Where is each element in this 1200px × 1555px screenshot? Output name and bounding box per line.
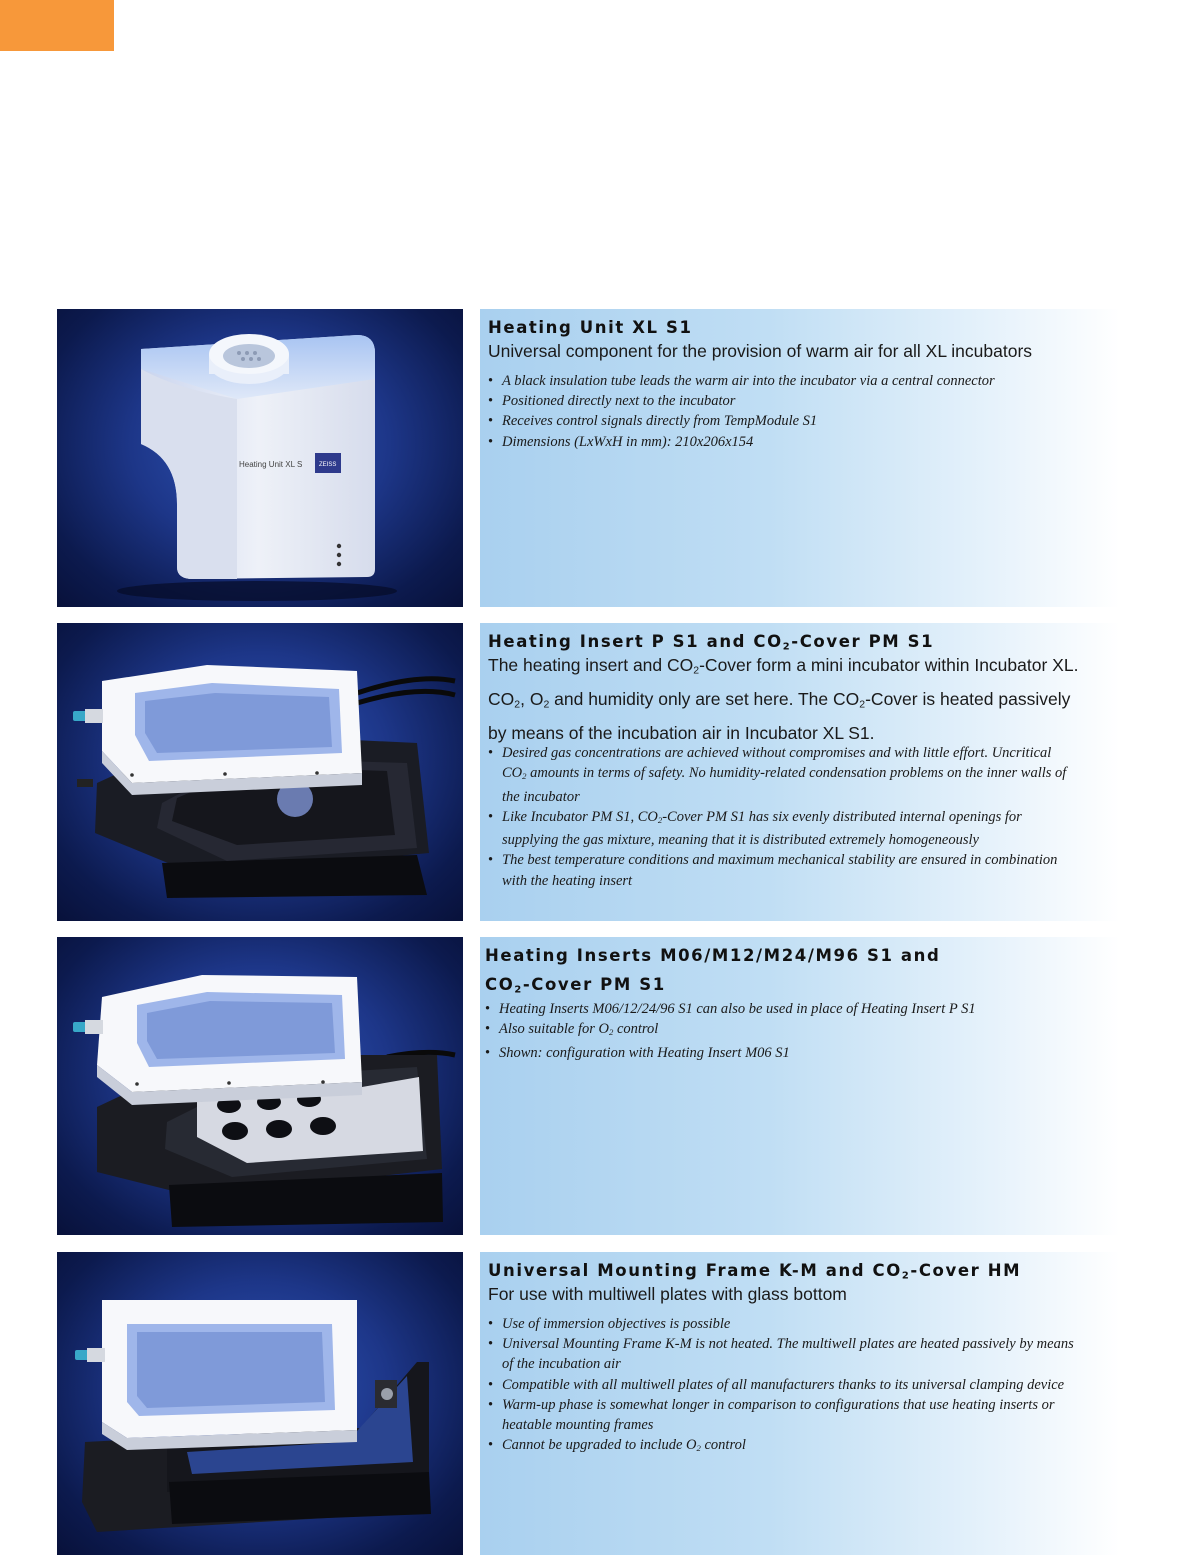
heating-unit-panel bbox=[480, 309, 1120, 607]
subtitle-heating-insert-p: The heating insert and CO2-Cover form a mini incubator within Incubator XL. CO2, O2 and humidity only are set here. The CO2-Cover is heated passively by means of the incubation air in Incubator XL S1. bbox=[488, 655, 1079, 744]
list-item: • A black insulation tube leads the warm air into the incubator via a central connector bbox=[488, 371, 1078, 391]
heading-mounting-frame: Universal Mounting Frame K-M and CO2-Cover HM bbox=[488, 1261, 1022, 1282]
heading-heating-unit: Heating Unit XL S1 bbox=[488, 318, 693, 337]
bullets-heating-inserts-m bbox=[485, 999, 1075, 1063]
section-mounting-frame bbox=[57, 1252, 1200, 1555]
heading-heating-inserts-m: Heating Inserts M06/M12/M24/M96 S1 and CO2-Cover PM S1 bbox=[485, 946, 941, 996]
list-item: • Warm-up phase is somewhat longer in comparison to configurations that use heating inserts or heatable mounting frames bbox=[488, 1395, 1078, 1435]
section-heating-insert-p bbox=[57, 623, 1200, 921]
section-heating-unit bbox=[57, 309, 1200, 607]
heating-insert-p-photo bbox=[57, 623, 463, 921]
list-item: • Positioned directly next to the incubator bbox=[488, 391, 1078, 411]
list-item: • Shown: configuration with Heating Insert M06 S1 bbox=[485, 1043, 1075, 1063]
device-label: Heating Unit XL S bbox=[239, 460, 303, 469]
list-item: • Heating Inserts M06/12/24/96 S1 can also be used in place of Heating Insert P S1 bbox=[485, 999, 1075, 1019]
list-item: • Also suitable for O2 control bbox=[485, 1019, 1075, 1042]
list-item: • Cannot be upgraded to include O2 control bbox=[488, 1435, 1078, 1458]
bullets-mounting-frame bbox=[488, 1314, 1078, 1459]
list-item: • Like Incubator PM S1, CO2-Cover PM S1 has six evenly distributed internal openings for supplying the gas mixture, meaning that it is distributed extremely homogeneously bbox=[488, 807, 1078, 851]
heating-inserts-m-photo bbox=[57, 937, 463, 1235]
bullets-heating-unit bbox=[488, 371, 1078, 452]
list-item: • Universal Mounting Frame K-M is not heated. The multiwell plates are heated passively by means of the incubation air bbox=[488, 1334, 1078, 1374]
heating-insert-p-panel bbox=[480, 623, 1120, 921]
device-brand-logo: ZEISS bbox=[319, 462, 337, 468]
mounting-frame-panel bbox=[480, 1252, 1120, 1555]
list-item: • Desired gas concentrations are achieved without compromises and with little effort. Uncritical CO2 amounts in terms of safety. No humidity-related condensation problems on the inner walls of the incubator bbox=[488, 743, 1078, 807]
mounting-frame-photo bbox=[57, 1252, 463, 1555]
list-item: • Compatible with all multiwell plates of all manufacturers thanks to its universal clamping device bbox=[488, 1375, 1078, 1395]
list-item: • Dimensions (LxWxH in mm): 210x206x154 bbox=[488, 432, 1078, 452]
subtitle-heating-unit: Universal component for the provision of warm air for all XL incubators bbox=[488, 341, 1033, 361]
section-heating-inserts-m bbox=[57, 937, 1200, 1235]
bullets-heating-insert-p bbox=[488, 743, 1078, 891]
heating-unit-photo bbox=[57, 309, 463, 607]
heating-inserts-m-panel bbox=[480, 937, 1120, 1235]
subtitle-mounting-frame: For use with multiwell plates with glass bottom bbox=[488, 1284, 847, 1304]
orange-page-tab bbox=[0, 0, 114, 51]
list-item: • The best temperature conditions and maximum mechanical stability are ensured in combination with the heating insert bbox=[488, 850, 1078, 890]
list-item: • Use of immersion objectives is possible bbox=[488, 1314, 1078, 1334]
heading-heating-insert-p: Heating Insert P S1 and CO2-Cover PM S1 bbox=[488, 632, 935, 653]
list-item: • Receives control signals directly from TempModule S1 bbox=[488, 411, 1078, 431]
